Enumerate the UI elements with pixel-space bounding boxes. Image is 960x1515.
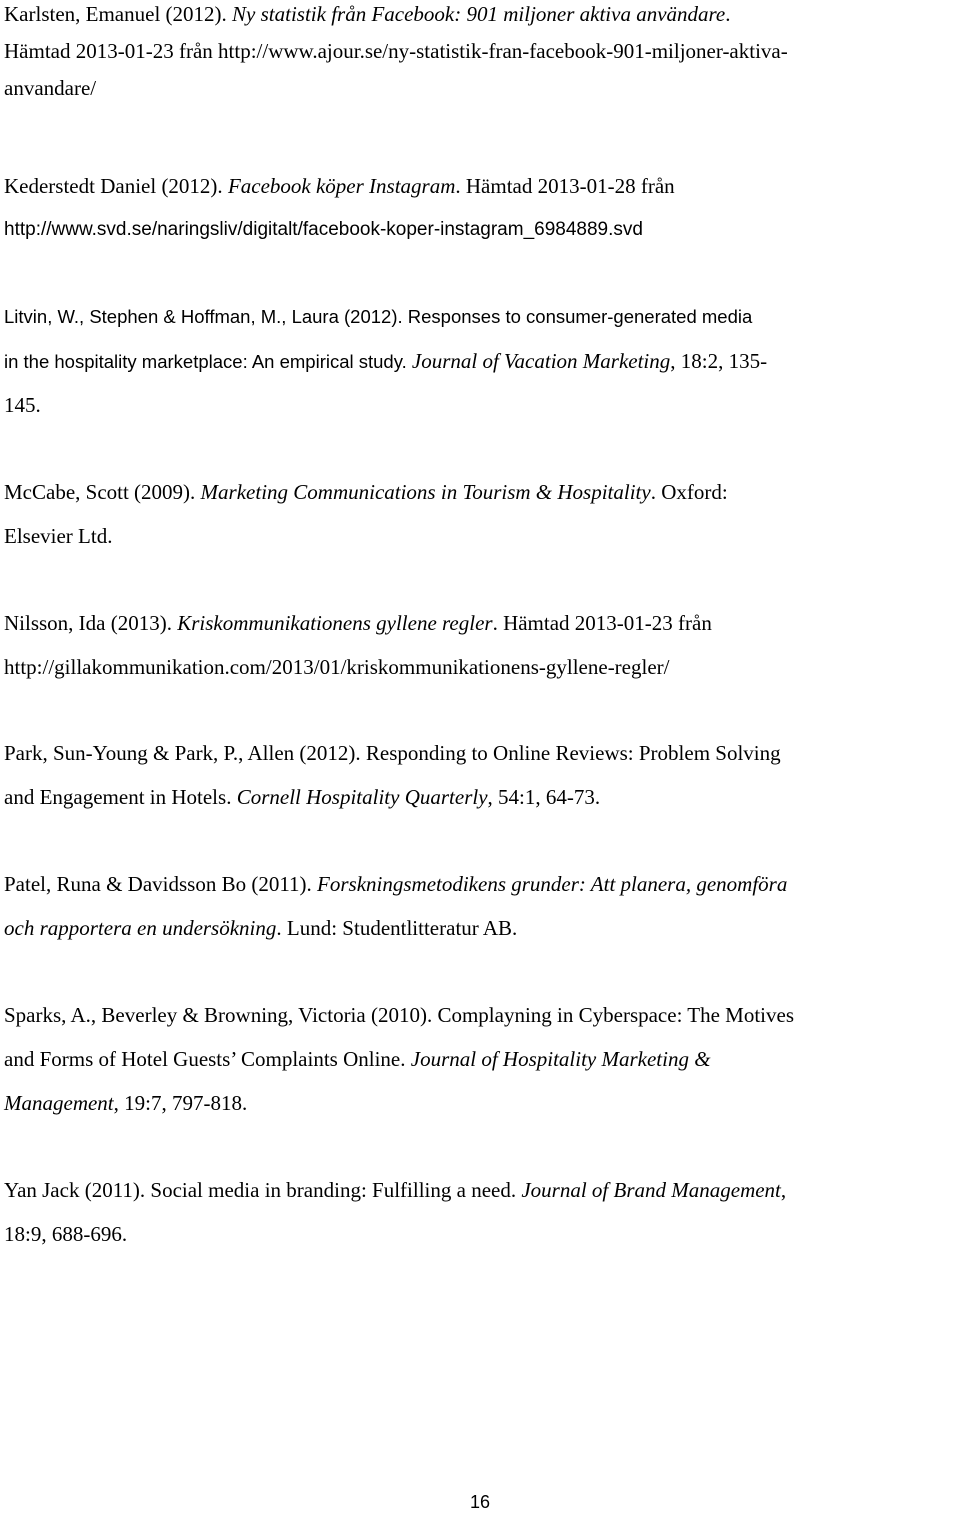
reference-line: Management, 19:7, 797-818. xyxy=(4,1091,248,1115)
reference-kederstedt xyxy=(4,164,958,252)
reference-line: in the hospitality marketplace: An empirical study. Journal of Vacation Marketing, 18:2, 135- xyxy=(4,349,768,373)
reference-line: and Engagement in Hotels. Cornell Hospitality Quarterly, 54:1, 64-73. xyxy=(4,785,601,809)
reference-line: och rapportera en undersökning. Lund: Studentlitteratur AB. xyxy=(4,916,518,940)
reference-yan xyxy=(4,1168,958,1256)
reference-line: Elsevier Ltd. xyxy=(4,524,113,548)
reference-nilsson xyxy=(4,601,958,689)
reference-line: Litvin, W., Stephen & Hoffman, M., Laura (2012). Responses to consumer-generated media xyxy=(4,306,753,327)
reference-line: Karlsten, Emanuel (2012). Ny statistik från Facebook: 901 miljoner aktiva användare. xyxy=(4,2,731,26)
reference-line: Nilsson, Ida (2013). Kriskommunikationens gyllene regler. Hämtad 2013-01-23 från xyxy=(4,611,712,635)
reference-karlsten xyxy=(4,0,958,107)
reference-line: 145. xyxy=(4,393,41,417)
reference-mccabe xyxy=(4,470,958,558)
reference-line: http://www.svd.se/naringsliv/digitalt/facebook-koper-instagram_6984889.svd xyxy=(4,219,643,240)
reference-line: Patel, Runa & Davidsson Bo (2011). Forskningsmetodikens grunder: Att planera, genomföra xyxy=(4,872,788,896)
reference-line: anvandare/ xyxy=(4,76,97,100)
reference-line: Sparks, A., Beverley & Browning, Victoria (2010). Complayning in Cyberspace: The Motives xyxy=(4,1003,795,1027)
page-number: 16 xyxy=(469,1492,491,1512)
reference-sparks xyxy=(4,993,958,1125)
reference-line: McCabe, Scott (2009). Marketing Communications in Tourism & Hospitality. Oxford: xyxy=(4,480,728,504)
reference-litvin xyxy=(4,295,958,427)
reference-line: Hämtad 2013-01-23 från http://www.ajour.se/ny-statistik-fran-facebook-901-miljoner-aktiva- xyxy=(4,39,788,63)
reference-park xyxy=(4,731,958,819)
reference-patel xyxy=(4,862,958,950)
reference-line: Park, Sun-Young & Park, P., Allen (2012). Responding to Online Reviews: Problem Solving xyxy=(4,741,781,765)
reference-line: http://gillakommunikation.com/2013/01/kriskommunikationens-gyllene-regler/ xyxy=(4,655,670,679)
reference-line: and Forms of Hotel Guests’ Complaints Online. Journal of Hospitality Marketing & xyxy=(4,1047,711,1071)
reference-line: 18:9, 688-696. xyxy=(4,1222,128,1246)
reference-line: Kederstedt Daniel (2012). Facebook köper Instagram. Hämtad 2013-01-28 från xyxy=(4,174,675,198)
reference-line: Yan Jack (2011). Social media in branding: Fulfilling a need. Journal of Brand Management, xyxy=(4,1178,787,1202)
